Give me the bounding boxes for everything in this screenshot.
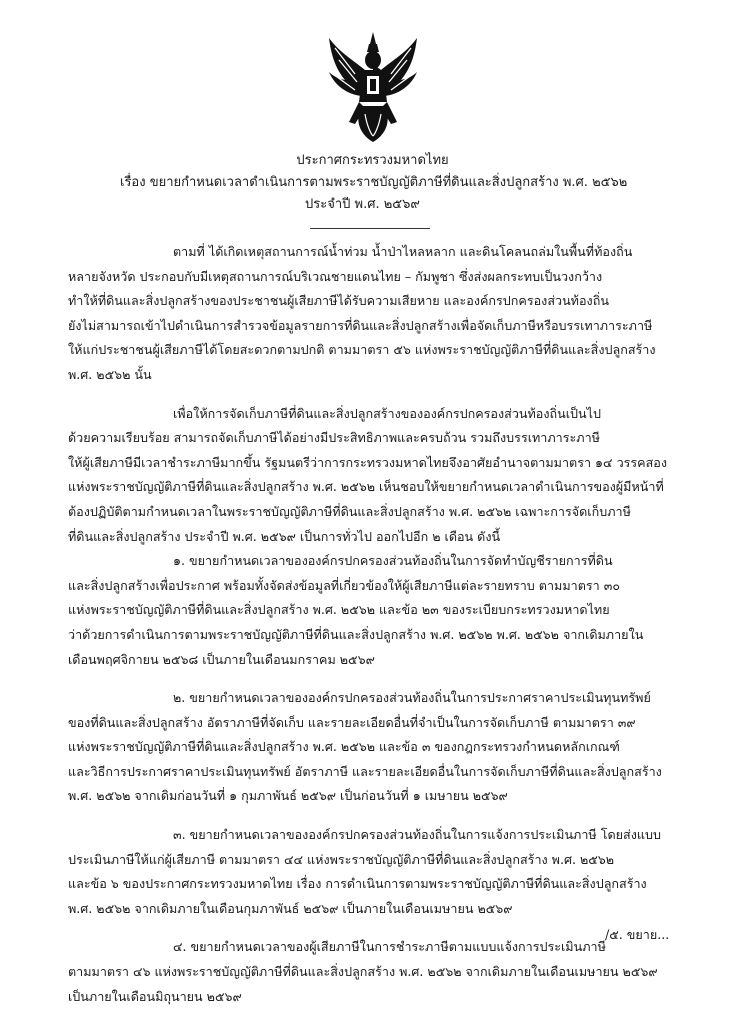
- item-line: และสิ่งปลูกสร้างเพื่อประกาศ พร้อมทั้งจัดส่งข้อมูลที่เกี่ยวข้องให้ผู้เสียภาษีแต่ละรายทราบ ตามมาตรา ๓๐: [68, 577, 621, 593]
- paragraph-line: ทำให้ที่ดินและสิ่งปลูกสร้างของประชาชนผู้เสียภาษีได้รับความเสียหาย และองค์กรปกครองส่วนท้องถิ่น: [68, 293, 609, 309]
- paragraph-line: ให้ผู้เสียภาษีมีเวลาชำระภาษีมากขึ้น รัฐมนตรีว่าการกระทรวงมหาดไทยจึงอาศัยอำนาจตามมาตรา ๑๔ วรรคสอง: [68, 454, 667, 470]
- paragraph-line: พ.ศ. ๒๕๖๒ นั้น: [68, 366, 152, 382]
- item-line: ว่าด้วยการดำเนินการตามพระราชบัญญัติภาษีที่ดินและสิ่งปลูกสร้าง พ.ศ. ๒๕๖๒ พ.ศ. ๒๕๖๒ จากเดิมภายใน: [68, 626, 644, 642]
- header-divider: [310, 228, 430, 229]
- item-line: ๒. ขยายกำหนดเวลาขององค์กรปกครองส่วนท้องถิ่นในการประกาศราคาประเมินทุนทรัพย์: [173, 690, 651, 706]
- document-subject: เรื่อง ขยายกำหนดเวลาดำเนินการตามพระราชบัญญัติภาษีที่ดินและสิ่งปลูกสร้าง พ.ศ. ๒๕๖๒: [120, 175, 628, 190]
- paragraph-line: หลายจังหวัด ประกอบกับมีเหตุสถานการณ์บริเวณชายแดนไทย – กัมพูชา ซึ่งส่งผลกระทบเป็นวงกว้าง: [68, 268, 603, 284]
- item-line: เดือนพฤศจิกายน ๒๕๖๘ เป็นภายในเดือนมกราคม ๒๕๖๙: [68, 651, 375, 667]
- item-line: ๔. ขยายกำหนดเวลาของผู้เสียภาษีในการชำระภาษีตามแบบแจ้งการประเมินภาษี: [173, 939, 606, 955]
- document-year: ประจำปี พ.ศ. ๒๕๖๙: [305, 197, 420, 212]
- document-title: ประกาศกระทรวงมหาดไทย: [296, 153, 449, 168]
- item-line: พ.ศ. ๒๕๖๒ จากเดิมภายในเดือนกุมภาพันธ์ ๒๕๖๙ เป็นภายในเดือนเมษายน ๒๕๖๙: [68, 900, 513, 916]
- paragraph-line: ด้วยความเรียบร้อย สามารถจัดเก็บภาษีได้อย่างมีประสิทธิภาพและครบถ้วน รวมถึงบรรเทาภาระภาษี: [68, 430, 600, 446]
- item-line: และวิธีการประกาศราคาประเมินทุนทรัพย์ อัตราภาษี และรายละเอียดอื่นในการจัดเก็บภาษีที่ดินและสิ่งปลูกสร้าง: [68, 763, 662, 779]
- item-line: ประเมินภาษีให้แก่ผู้เสียภาษี ตามมาตรา ๔๔ แห่งพระราชบัญญัติภาษีที่ดินและสิ่งปลูกสร้าง พ.ศ. ๒๕๖๒: [68, 851, 615, 867]
- paragraph-line: เพื่อให้การจัดเก็บภาษีที่ดินและสิ่งปลูกสร้างขององค์กรปกครองส่วนท้องถิ่นเป็นไป: [173, 405, 601, 421]
- item-line: ๓. ขยายกำหนดเวลาขององค์กรปกครองส่วนท้องถิ่นในการแจ้งการประเมินภาษี โดยส่งแบบ: [173, 827, 661, 843]
- item-line: ๑. ขยายกำหนดเวลาขององค์กรปกครองส่วนท้องถิ่นในการจัดทำบัญชีรายการที่ดิน: [173, 553, 613, 569]
- item-line: เป็นภายในเดือนมิถุนายน ๒๕๖๙: [68, 988, 242, 1004]
- paragraph-line: ที่ดินและสิ่งปลูกสร้าง ประจำปี พ.ศ. ๒๕๖๙ เป็นการทั่วไป ออกไปอีก ๒ เดือน ดังนี้: [68, 528, 501, 544]
- item-line: ของที่ดินและสิ่งปลูกสร้าง อัตราภาษีที่จัดเก็บ และรายละเอียดอื่นที่จำเป็นในการจัดเก็บภาษี ตามมาตรา ๓๙: [68, 714, 636, 730]
- item-line: และข้อ ๖ ของประกาศกระทรวงมหาดไทย เรื่อง การดำเนินการตามพระราชบัญญัติภาษีที่ดินและสิ่งปลูกสร้าง: [68, 876, 647, 892]
- paragraph-line: ให้แก่ประชาชนผู้เสียภาษีได้โดยสะดวกตามปกติ ตามมาตรา ๕๖ แห่งพระราชบัญญัติภาษีที่ดินและสิ่งปลูกสร้าง: [68, 342, 656, 358]
- document-body: [68, 240, 703, 1009]
- paragraph-line: ยังไม่สามารถเข้าไปดำเนินการสำรวจข้อมูลรายการที่ดินและสิ่งปลูกสร้างเพื่อจัดเก็บภาษีหรือบรรเทาภาระภาษี: [68, 317, 653, 333]
- paragraph-line: ตามที่ ได้เกิดเหตุสถานการณ์น้ำท่วม น้ำป่าไหลหลาก และดินโคลนถล่มในพื้นที่ท้องถิ่น: [173, 244, 633, 259]
- paragraph-line: แห่งพระราชบัญญัติภาษีที่ดินและสิ่งปลูกสร้าง พ.ศ. ๒๕๖๒ เห็นชอบให้ขยายกำหนดเวลาดำเนินการของผู้มีหน้าที่: [68, 479, 664, 495]
- garuda-emblem-icon: [325, 30, 421, 145]
- document-header: [0, 150, 745, 216]
- page-continuation: /๕. ขยาย...: [605, 927, 670, 942]
- item-line: แห่งพระราชบัญญัติภาษีที่ดินและสิ่งปลูกสร้าง พ.ศ. ๒๕๖๒ และข้อ ๒๓ ของระเบียบกระทรวงมหาดไทย: [68, 602, 610, 618]
- item-line: ตามมาตรา ๔๖ แห่งพระราชบัญญัติภาษีที่ดินและสิ่งปลูกสร้าง พ.ศ. ๒๕๖๒ จากเดิมภายในเดือนเมษายน ๒๕๖๙: [68, 964, 658, 980]
- paragraph-line: ต้องปฏิบัติตามกำหนดเวลาในพระราชบัญญัติภาษีที่ดินและสิ่งปลูกสร้าง พ.ศ. ๒๕๖๒ เฉพาะการจัดเก็บภาษี: [68, 503, 631, 519]
- item-line: พ.ศ. ๒๕๖๒ จากเดิมก่อนวันที่ ๑ กุมภาพันธ์ ๒๕๖๙ เป็นก่อนวันที่ ๑ เมษายน ๒๕๖๙: [68, 788, 508, 804]
- item-line: แห่งพระราชบัญญัติภาษีที่ดินและสิ่งปลูกสร้าง พ.ศ. ๒๕๖๒ และข้อ ๓ ของกฎกระทรวงกำหนดหลักเกณฑ์: [68, 739, 620, 755]
